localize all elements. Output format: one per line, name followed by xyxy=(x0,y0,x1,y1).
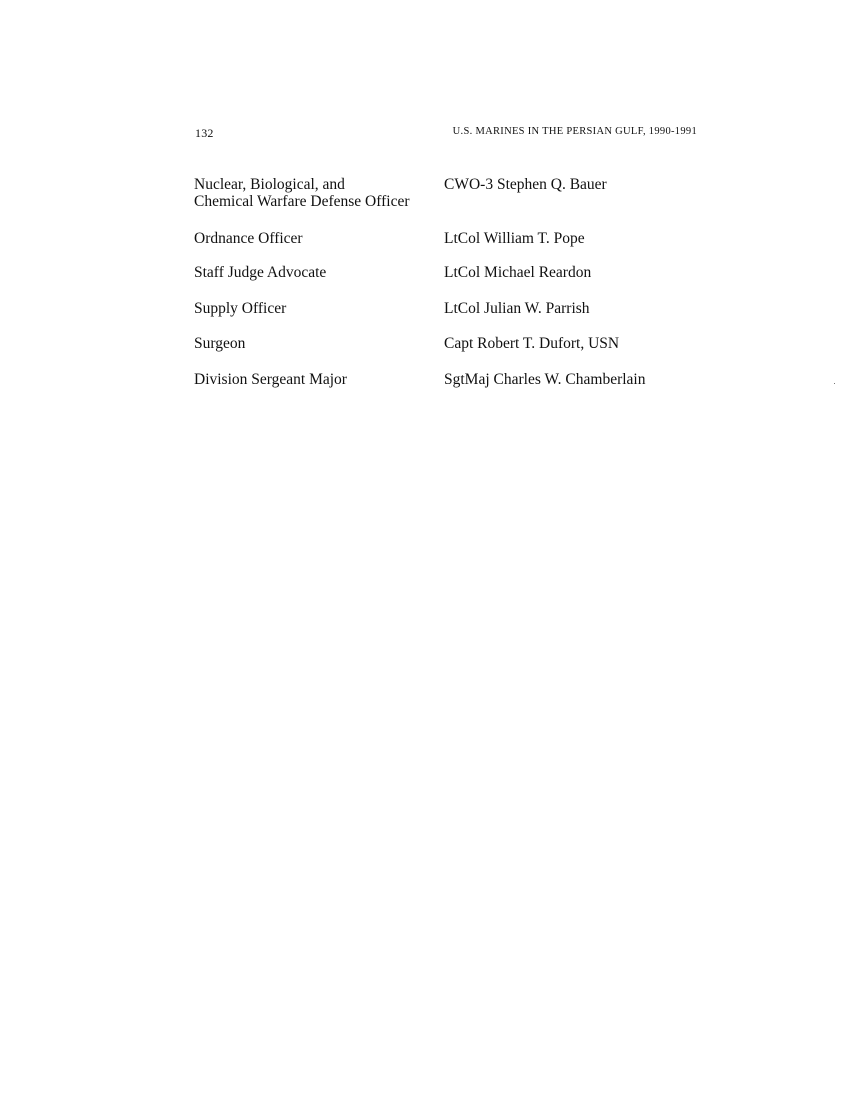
position-title xyxy=(194,371,434,388)
scan-speck xyxy=(834,383,835,384)
position-title xyxy=(194,300,434,317)
position-title-line: Nuclear, Biological, and xyxy=(194,176,345,193)
roster-row xyxy=(194,371,674,407)
position-title xyxy=(194,264,434,281)
position-title-line: Supply Officer xyxy=(194,300,287,317)
officer-name: SgtMaj Charles W. Chamberlain xyxy=(444,371,646,388)
running-head-title: U.S. MARINES IN THE PERSIAN GULF, 1990-1991 xyxy=(452,126,697,137)
roster-row xyxy=(194,230,674,266)
position-title xyxy=(194,176,434,210)
officer-name: CWO-3 Stephen Q. Bauer xyxy=(444,176,607,193)
officer-name: LtCol Michael Reardon xyxy=(444,264,592,281)
roster-row xyxy=(194,335,674,371)
officer-name: LtCol William T. Pope xyxy=(444,230,585,247)
roster-row xyxy=(194,264,674,300)
officer-name: LtCol Julian W. Parrish xyxy=(444,300,590,317)
page-number: 132 xyxy=(195,126,214,140)
officer-name: Capt Robert T. Dufort, USN xyxy=(444,335,620,352)
position-title xyxy=(194,335,434,352)
position-title xyxy=(194,230,434,247)
position-title-line: Surgeon xyxy=(194,335,246,352)
position-title-line: Chemical Warfare Defense Officer xyxy=(194,193,410,210)
position-title-line: Division Sergeant Major xyxy=(194,371,347,388)
position-title-line: Staff Judge Advocate xyxy=(194,264,327,281)
roster-row xyxy=(194,300,674,336)
position-title-line: Ordnance Officer xyxy=(194,230,303,247)
roster-row xyxy=(194,176,674,212)
running-head xyxy=(195,126,697,142)
